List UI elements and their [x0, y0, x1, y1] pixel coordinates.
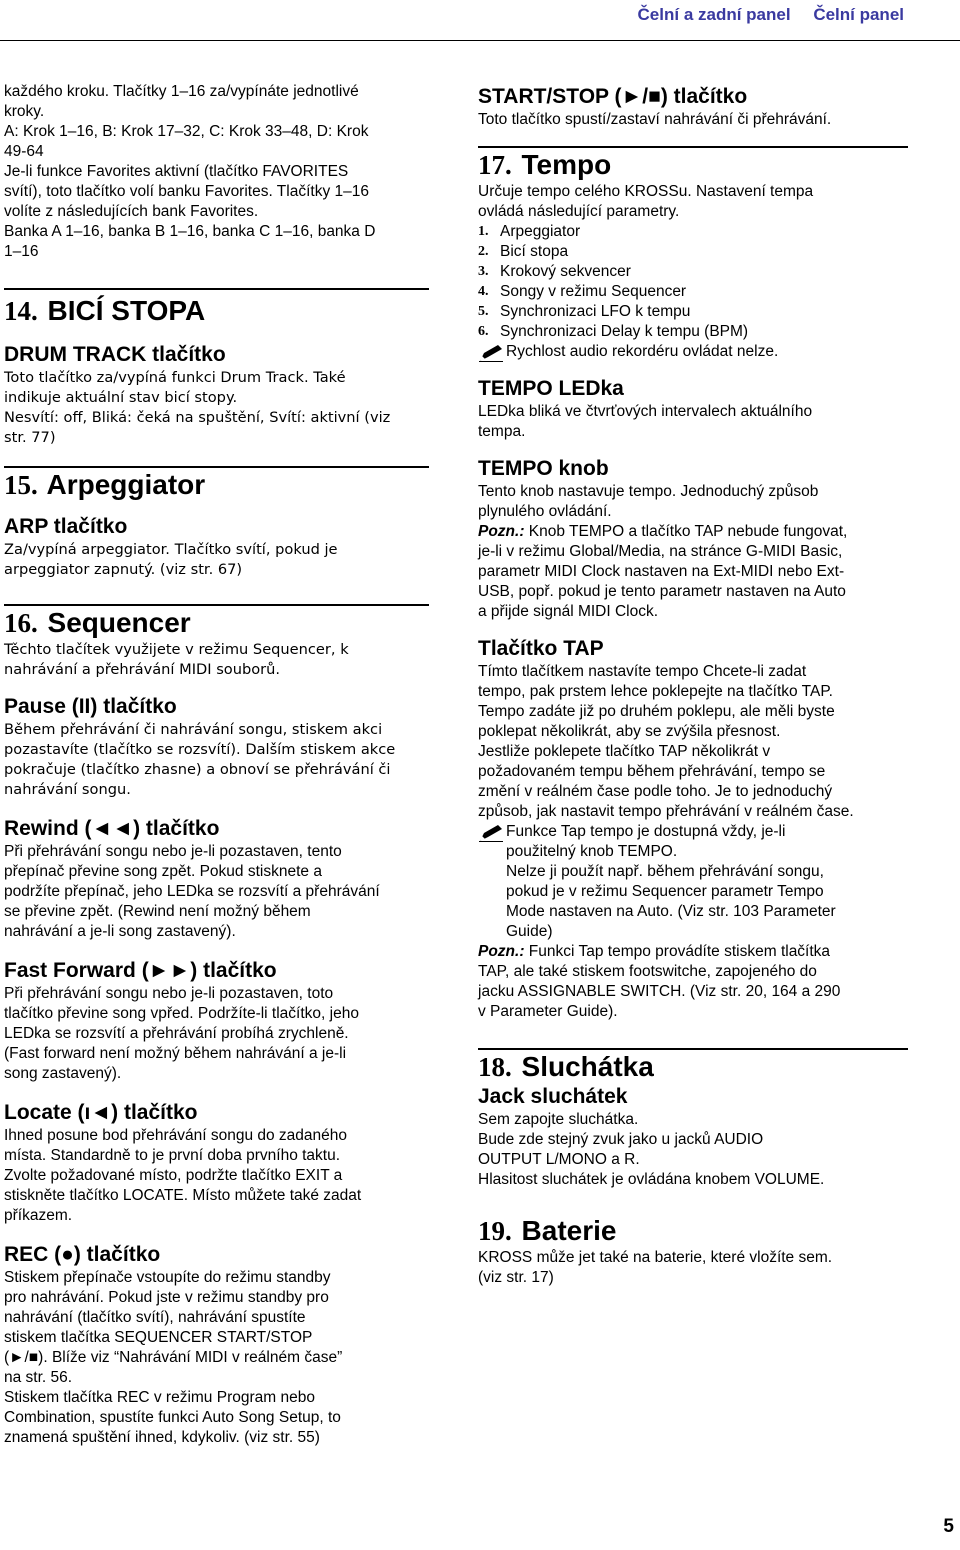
text-line: přepínač převine song zpět. Pokud stisknete a [4, 863, 322, 880]
text-line: LEDka se rozsvítí a přehrávání probíhá zrychleně. [4, 1025, 349, 1042]
text-line: Toto tlačítko spustí/zastaví nahrávání či přehrávání. [478, 111, 832, 128]
text-line: Tímto tlačítkem nastavíte tempo Chcete-li zadat [478, 663, 807, 680]
text-line: plynulého ovládání. [478, 503, 612, 520]
subsection-title: Tlačítko TAP [478, 637, 604, 660]
text-line: str. 77) [4, 429, 56, 446]
text-line: Banka A 1–16, banka B 1–16, banka C 1–16, banka D [4, 223, 376, 240]
section-text [478, 1110, 908, 1190]
page-number: 5 [943, 1516, 954, 1537]
text-line: ovládá následující parametry. [478, 203, 680, 220]
page-header [0, 0, 960, 40]
note-text: Rychlost audio rekordéru ovládat nelze. [506, 343, 779, 360]
intro-text [4, 82, 429, 262]
text-line: nahrávání a přehrávání MIDI souborů. [4, 661, 281, 678]
subsection-title: Rewind (◄◄) tlačítko [4, 817, 220, 840]
note [478, 822, 908, 942]
text-line: Těchto tlačítek využijete v režimu Sequencer, k [4, 641, 349, 658]
subsection-title: Fast Forward (►►) tlačítko [4, 959, 277, 982]
text-line: se převine zpět. (Rewind není možný během [4, 903, 311, 920]
text-line: Funkce Tap tempo je dostupná vždy, je-li [506, 823, 786, 840]
text-line: LEDka bliká ve čtvrťových intervalech aktuálního [478, 403, 813, 420]
text-line: KROSS může jet také na baterie, které vložíte sem. [478, 1249, 833, 1266]
text-line: Zvolte požadované místo, podržte tlačítko EXIT a [4, 1167, 343, 1184]
text-line: A: Krok 1–16, B: Krok 17–32, C: Krok 33–48, D: Krok [4, 123, 369, 140]
text-line: song zastavený). [4, 1065, 122, 1082]
text-line: Stiskem přepínače vstoupíte do režimu standby [4, 1269, 331, 1286]
section-text [478, 1248, 908, 1288]
section-text [4, 640, 429, 680]
text-line: Stiskem tlačítka REC v režimu Program nebo [4, 1389, 315, 1406]
note-line: Pozn.: Funkci Tap tempo provádíte stiskem tlačítka [478, 943, 831, 960]
text-line: TAP, ale také stiskem footswitche, zapojeného do [478, 963, 817, 980]
pencil-note-icon [478, 822, 506, 842]
text-line: Tempo zadáte již po druhém poklepu, ale měli byste [478, 703, 835, 720]
text-line: Ihned posune bod přehrávání songu do zadaného [4, 1127, 348, 1144]
header-rule [0, 40, 960, 41]
section-title-16: 16. Sequencer [4, 607, 191, 638]
text-line: svítí), toto tlačítko volí banku Favorites. Tlačítky 1–16 [4, 183, 369, 200]
section-text [478, 662, 908, 822]
section-title-17: 17. Tempo [478, 149, 612, 180]
text-line: pozastavíte (tlačítko se rozsvítí). Dalším stiskem akce [4, 741, 396, 758]
list-item: 4. Songy v režimu Sequencer [478, 283, 687, 300]
text-line: Při přehrávání songu nebo je-li pozastaven, toto [4, 985, 334, 1002]
text-line: poklepat několikrát, aby se zvýšila přesnost. [478, 723, 781, 740]
text-line: je-li v režimu Global/Media, na stránce G-MIDI Basic, [478, 543, 843, 560]
subsection-title: Locate (ı◄) tlačítko [4, 1101, 198, 1124]
section-text [478, 402, 908, 442]
text-line: 1–16 [4, 243, 39, 260]
note [478, 342, 908, 362]
pencil-note-icon [478, 342, 506, 362]
section-text [4, 1268, 429, 1448]
text-line: každého kroku. Tlačítky 1–16 za/vypínáte jednotlivé [4, 83, 359, 100]
breadcrumb [620, 5, 904, 25]
text-line: (Fast forward není možný během nahrávání a je-li [4, 1045, 347, 1062]
list-item: 1. Arpeggiator [478, 223, 581, 240]
section-text [4, 720, 429, 800]
section-text [478, 942, 908, 1022]
subsection-title: TEMPO knob [478, 457, 609, 480]
note-line: Pozn.: Knob TEMPO a tlačítko TAP nebude fungovat, [478, 523, 848, 540]
text-line: místa. Standardně to je první doba prvního taktu. [4, 1147, 341, 1164]
text-line: Při přehrávání songu nebo je-li pozastaven, tento [4, 843, 342, 860]
text-line: tempo, pak prstem lehce poklepejte na tlačítko TAP. [478, 683, 833, 700]
list-item: 6. Synchronizaci Delay k tempu (BPM) [478, 323, 749, 340]
text-line: použitelný knob TEMPO. [506, 843, 678, 860]
text-line: Mode nastaven na Auto. (Viz str. 103 Parameter [506, 903, 836, 920]
text-line: změní v reálném čase podle toho. Je to jednoduchý [478, 783, 833, 800]
text-line: Jestliže poklepete tlačítko TAP několikrát v [478, 743, 771, 760]
text-line: Za/vypíná arpeggiator. Tlačítko svítí, pokud je [4, 541, 338, 558]
section-text [478, 110, 908, 130]
text-line: Během přehrávání či nahrávání songu, stiskem akci [4, 721, 383, 738]
text-line: Combination, spustíte funkci Auto Song Setup, to [4, 1409, 341, 1426]
subsection-title: Pause (II) tlačítko [4, 695, 177, 718]
section-rule [4, 288, 429, 290]
text-line: jacku ASSIGNABLE SWITCH. (Viz str. 20, 164 a 290 [478, 983, 841, 1000]
text-line: Je-li funkce Favorites aktivní (tlačítko FAVORITES [4, 163, 349, 180]
text-line: kroky. [4, 103, 45, 120]
text-line: Toto tlačítko za/vypíná funkci Drum Track. Také [4, 369, 346, 386]
text-line: Nesvítí: off, Bliká: čeká na spuštění, Svítí: aktivní (viz [4, 409, 391, 426]
subsection-title: REC (●) tlačítko [4, 1243, 161, 1266]
text-line: USB, popř. pokud je tento parametr nastaven na Auto [478, 583, 846, 600]
text-line: pokud je v režimu Sequencer parametr Tempo [506, 883, 824, 900]
text-line: stiskněte tlačítko LOCATE. Místo můžete také zadat [4, 1187, 362, 1204]
section-text [4, 368, 429, 448]
section-text [4, 1126, 429, 1226]
text-line: příkazem. [4, 1207, 73, 1224]
section-text [4, 984, 429, 1084]
text-line: volíte z následujících bank Favorites. [4, 203, 259, 220]
text-line: Bude zde stejný zvuk jako u jacků AUDIO [478, 1131, 764, 1148]
list-item: 5. Synchronizaci LFO k tempu [478, 303, 691, 320]
section-text [478, 182, 908, 222]
text-line: (viz str. 17) [478, 1269, 554, 1286]
subsection-title: DRUM TRACK tlačítko [4, 343, 226, 366]
text-line: v Parameter Guide). [478, 1003, 618, 1020]
text-line: Nelze ji použít např. během přehrávání songu, [506, 863, 824, 880]
text-line: podržíte přepínač, jeho LEDka se rozsvítí a přehrávání [4, 883, 380, 900]
section-text [4, 842, 429, 942]
text-line: Hlasitost sluchátek je ovládána knobem VOLUME. [478, 1171, 825, 1188]
text-line: pro nahrávání. Pokud jste v režimu standby pro [4, 1289, 329, 1306]
tempo-parameter-list [478, 222, 908, 342]
text-line: indikuje aktuální stav bicí stopy. [4, 389, 238, 406]
section-title-14: 14. BICÍ STOPA [4, 295, 206, 326]
text-line: 49-64 [4, 143, 44, 160]
text-line: stiskem tlačítka SEQUENCER START/STOP [4, 1329, 313, 1346]
section-title-19: 19. Baterie [478, 1215, 617, 1246]
text-line: Guide) [506, 923, 553, 940]
section-title-18: 18. Sluchátka [478, 1051, 654, 1082]
left-column [4, 82, 429, 1448]
breadcrumb-section: Čelní a zadní panel [637, 5, 791, 24]
text-line: na str. 56. [4, 1369, 73, 1386]
right-column [478, 84, 908, 1288]
subsection-title: ARP tlačítko [4, 515, 128, 538]
text-line: způsob, jak nastavit tempo přehrávání v reálném čase. [478, 803, 854, 820]
text-line: OUTPUT L/MONO a R. [478, 1151, 640, 1168]
section-title-15: 15. Arpeggiator [4, 469, 206, 500]
text-line: parametr MIDI Clock nastaven na Ext-MIDI nebo Ext- [478, 563, 845, 580]
subsection-title: Jack sluchátek [478, 1085, 628, 1108]
text-line: nahrávání a je-li song zastavený). [4, 923, 236, 940]
text-line: Tento knob nastavuje tempo. Jednoduchý způsob [478, 483, 819, 500]
text-line: znamená spuštění ihned, kdykoliv. (viz str. 55) [4, 1429, 320, 1446]
text-line: Sem zapojte sluchátka. [478, 1111, 639, 1128]
text-line: nahrávání songu. [4, 781, 131, 798]
list-item: 2. Bicí stopa [478, 243, 569, 260]
text-line: arpeggiator zapnutý. (viz str. 67) [4, 561, 243, 578]
text-line: tlačítko převine song vpřed. Podržíte-li tlačítko, jeho [4, 1005, 359, 1022]
list-item: 3. Krokový sekvencer [478, 263, 631, 280]
subsection-title: START/STOP (►/■) tlačítko [478, 85, 748, 108]
subsection-title: TEMPO LEDka [478, 377, 624, 400]
text-line: tempa. [478, 423, 526, 440]
text-line: pokračuje (tlačítko zhasne) a obnoví se přehrávání či [4, 761, 391, 778]
text-line: (►/■). Blíže viz “Nahrávání MIDI v reálném čase” [4, 1349, 343, 1366]
text-line: Určuje tempo celého KROSSu. Nastavení tempa [478, 183, 814, 200]
section-text [478, 482, 908, 622]
section-text [4, 540, 429, 580]
text-line: a přijde signál MIDI Clock. [478, 603, 659, 620]
breadcrumb-subsection: Čelní panel [813, 5, 904, 24]
text-line: požadovaném tempu během přehrávání, tempo se [478, 763, 826, 780]
note-text [506, 822, 836, 942]
text-line: nahrávání (tlačítko svítí), nahrávání spustíte [4, 1309, 306, 1326]
